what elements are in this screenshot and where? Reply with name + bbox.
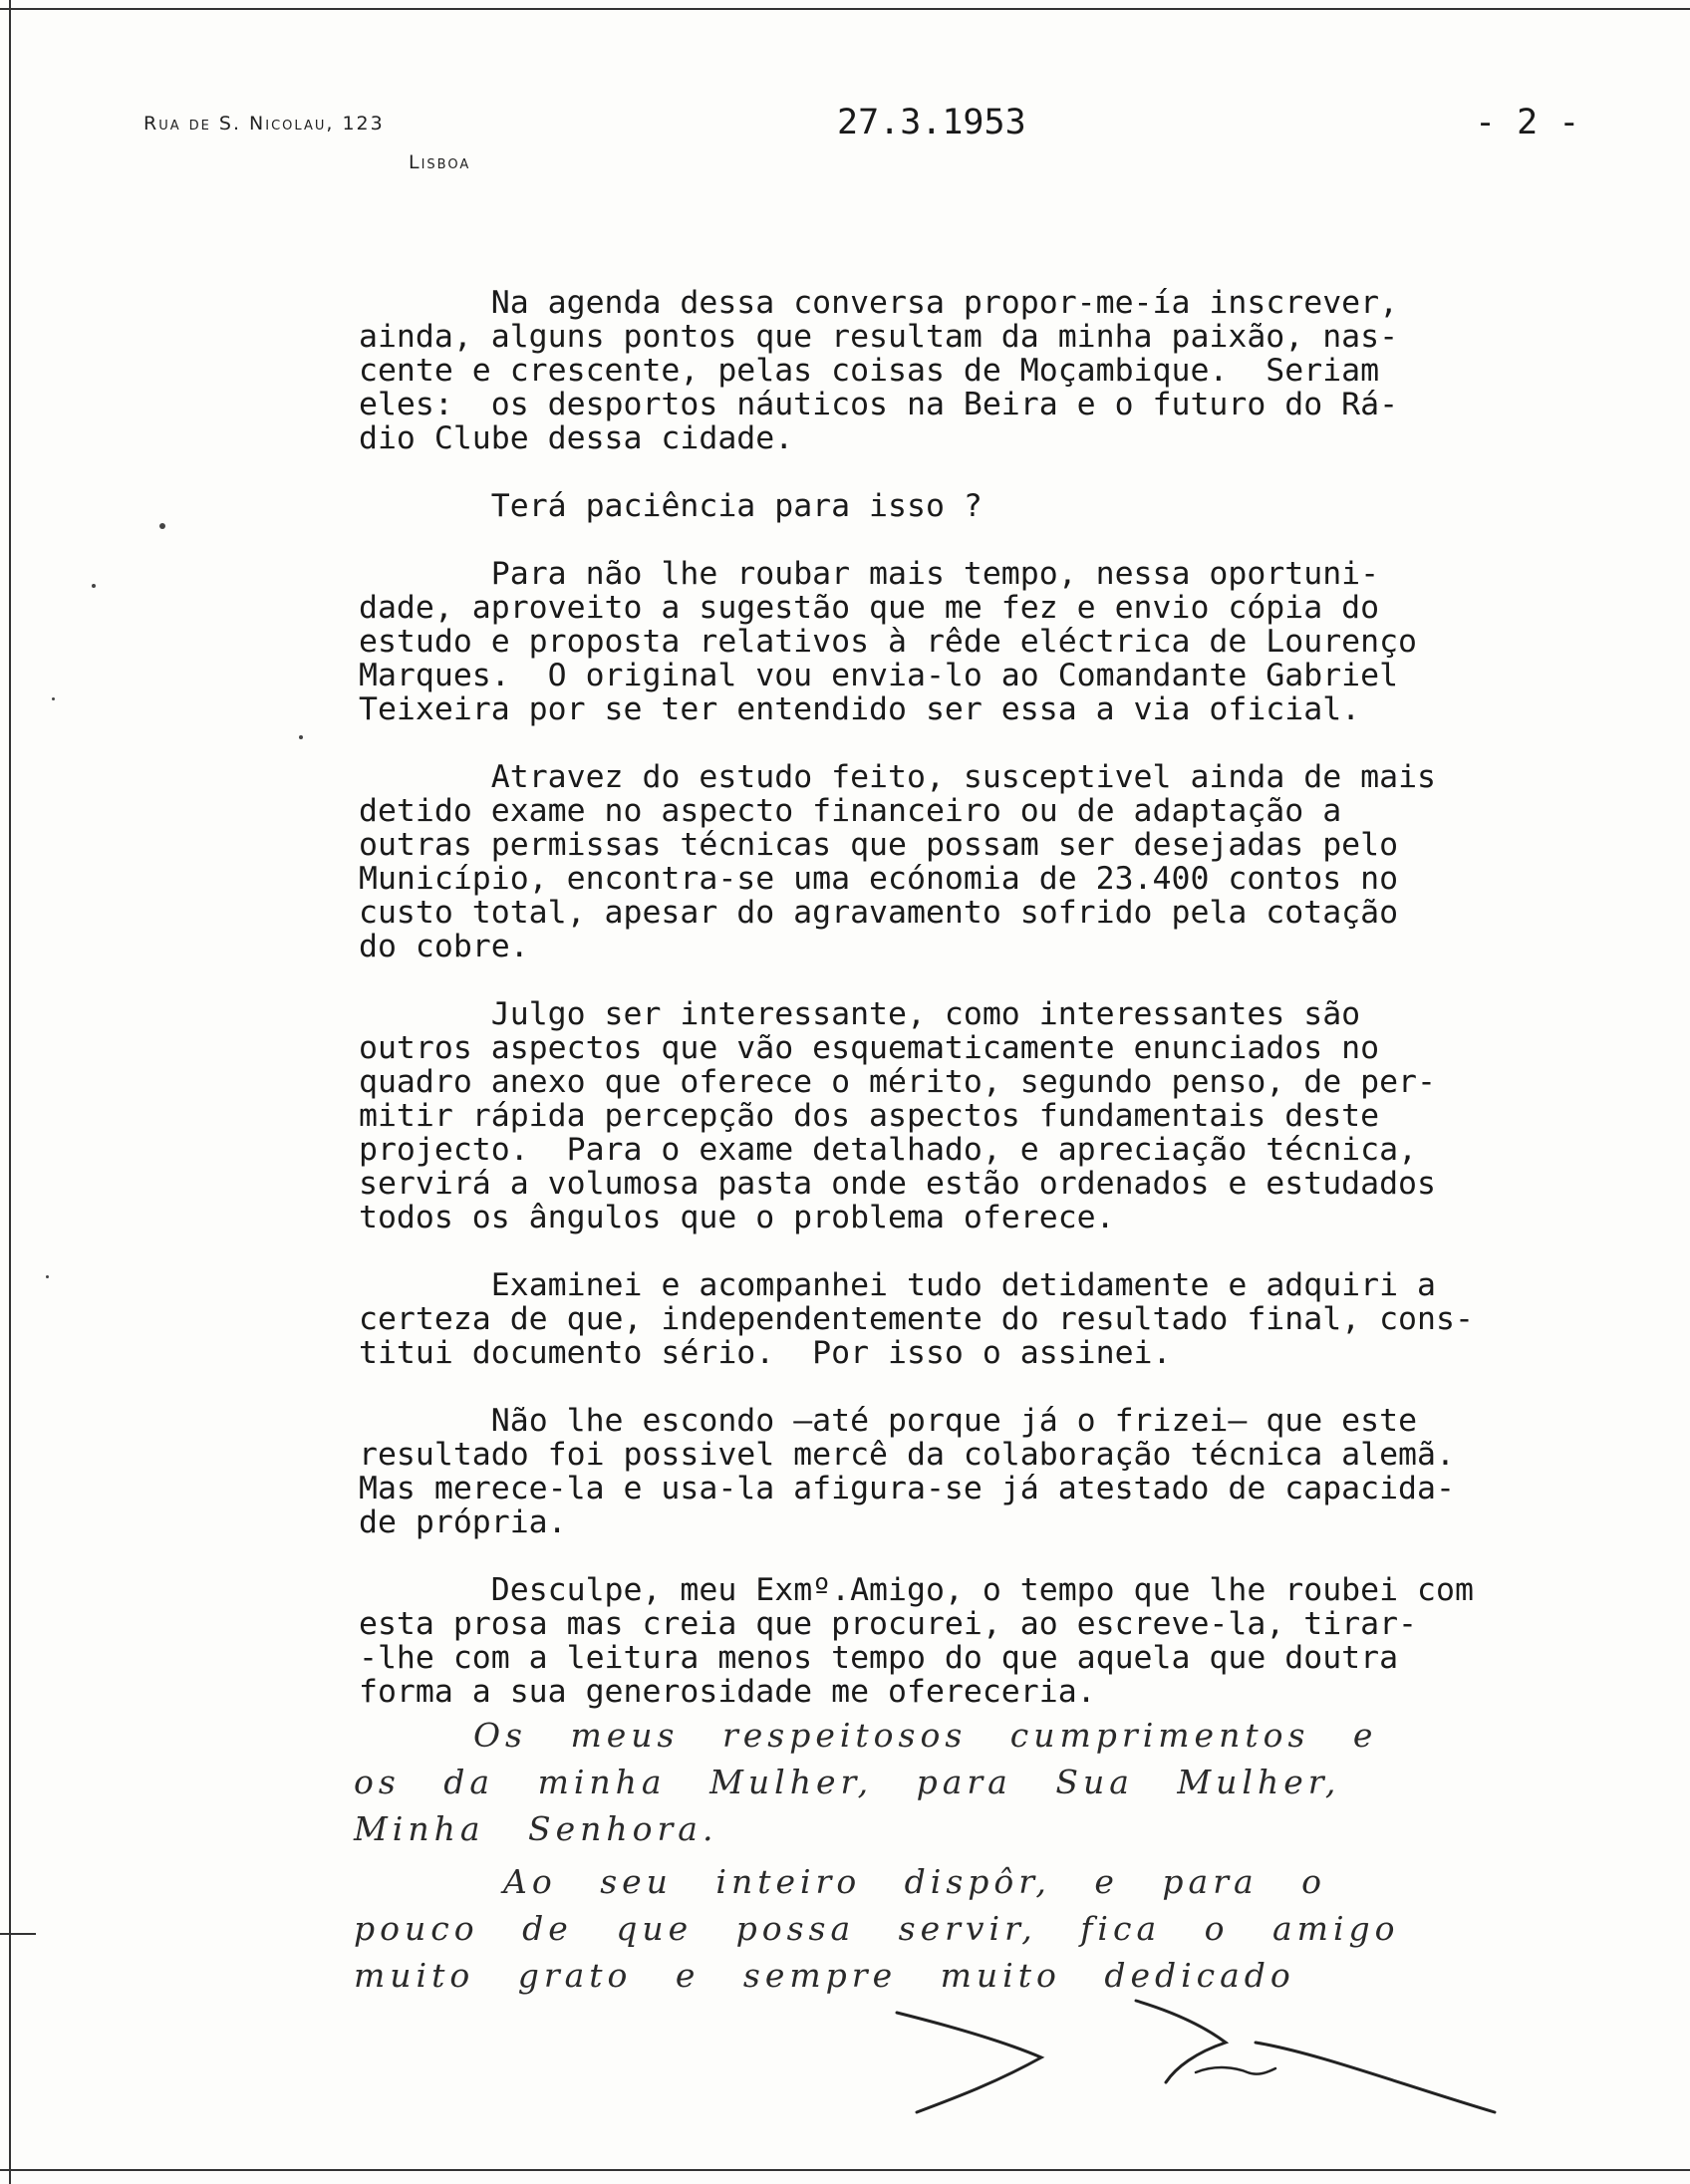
scan-speck — [52, 697, 55, 700]
body-paragraph: Para não lhe roubar mais tempo, nessa oportuni- dade, aproveito a sugestão que me fez e envio cópia do estudo e proposta relativos à rêde eléctrica de Lourenço Marques. O original vou envia-lo ao Comandante Gabriel Teixeira por se ter entendido ser essa a via oficial. — [359, 556, 1418, 727]
body-paragraph: Não lhe escondo —até porque já o frizei— que este resultado foi possivel mercê da colaboração técnica alemã. Mas merece-la e usa-la afigura-se já atestado de capacida- de própria. — [359, 1403, 1455, 1540]
left-edge-rule — [9, 0, 11, 2184]
handwritten-line: Os meus respeitosos cumprimentos e — [473, 1716, 1378, 1755]
scan-speck — [92, 584, 96, 588]
body-paragraph: Na agenda dessa conversa propor-me-ía inscrever, ainda, alguns pontos que resultam da minha paixão, nas- cente e crescente, pelas coisas de Moçambique. Seriam eles: os desportos náuticos na Beira e o futuro do Rá- dio Clube dessa cidade. — [359, 285, 1399, 456]
letterhead-city: Lisboa — [409, 151, 471, 173]
scan-speck — [46, 1275, 49, 1278]
letterhead-address: Rua de S. Nicolau, 123 — [143, 113, 385, 135]
scan-speck — [299, 735, 303, 739]
body-paragraph: Atravez do estudo feito, susceptivel ainda de mais detido exame no aspecto financeiro ou de adaptação a outras permissas técnicas que possam ser desejadas pelo Município, encontra-se uma ecónomia de 23.400 contos no custo total, apesar do agravamento sofrido pela cotação do cobre. — [359, 759, 1436, 964]
margin-tick-mark — [0, 1933, 36, 1935]
handwritten-line: muito grato e sempre muito dedicado — [354, 1956, 1295, 1995]
signature — [877, 1973, 1515, 2122]
handwritten-line: pouco de que possa servir, fica o amigo — [354, 1909, 1400, 1948]
handwritten-line: Minha Senhora. — [354, 1809, 718, 1848]
bottom-edge-rule — [0, 2169, 1690, 2171]
scan-speck — [159, 523, 165, 529]
top-edge-rule — [0, 8, 1690, 10]
handwritten-line: os da minha Mulher, para Sua Mulher, — [354, 1763, 1341, 1801]
body-paragraph: Julgo ser interessante, como interessantes são outros aspectos que vão esquematicamente enunciados no quadro anexo que oferece o mérito, segundo penso, de per- mitir rápida percepção dos aspectos fundamentais deste projecto. Para o exame detalhado, e apreciação técnica, servirá a volumosa pasta onde estão ordenados e estudados todos os ângulos que o problema oferece. — [359, 996, 1436, 1235]
body-paragraph: Terá paciência para isso ? — [359, 488, 983, 524]
body-paragraph: Examinei e acompanhei tudo detidamente e adquiri a certeza de que, independentemente do resultado final, cons- titui documento sério. Por isso o assinei. — [359, 1267, 1474, 1371]
letter-body — [359, 286, 1535, 1743]
body-paragraph: Desculpe, meu Exmº.Amigo, o tempo que lhe roubei com esta prosa mas creia que procurei, ao escreve-la, tirar- -lhe com a leitura menos tempo do que aquela que doutra forma a sua generosidade me ofereceria. — [359, 1572, 1474, 1710]
page-number: - 2 - — [1475, 103, 1580, 142]
letter-date: 27.3.1953 — [837, 103, 1026, 142]
handwritten-line: Ao seu inteiro dispôr, e para o — [503, 1862, 1327, 1901]
handwritten-closing — [354, 1714, 1559, 2001]
